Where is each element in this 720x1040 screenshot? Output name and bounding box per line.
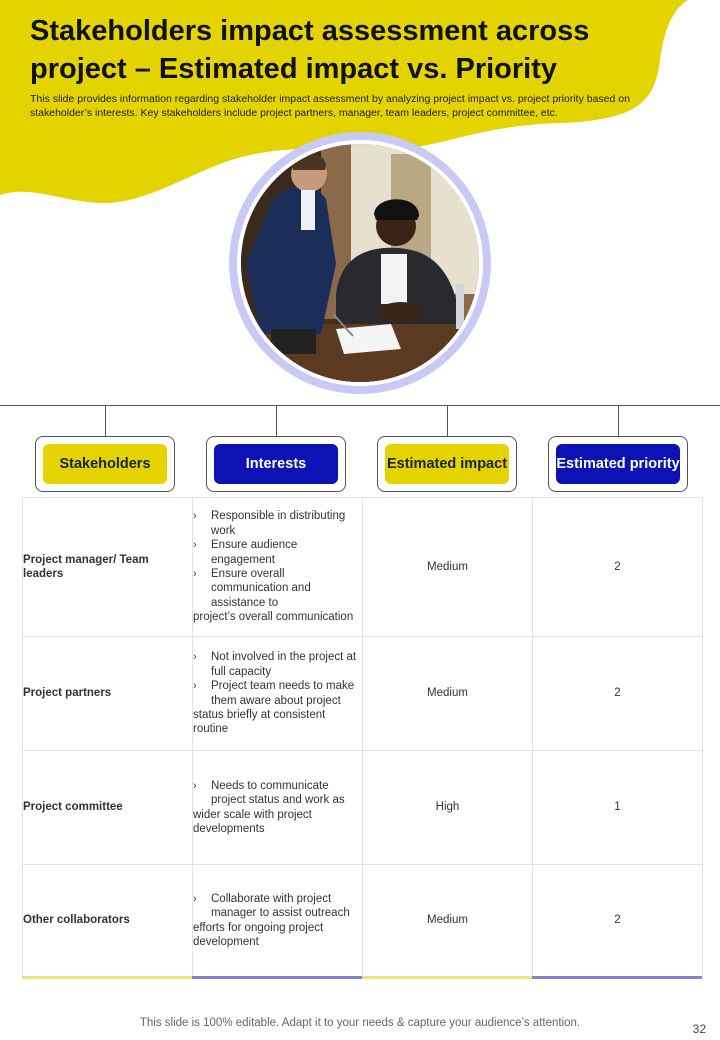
interests-cell: › Needs to communicate project status and work as wider scale with project developments bbox=[193, 751, 363, 865]
chevron-right-icon: › bbox=[193, 680, 197, 693]
impact-value: Medium bbox=[363, 637, 533, 751]
table-bottom-accent bbox=[22, 976, 702, 979]
column-header-estimated-impact: Estimated impact bbox=[377, 436, 517, 492]
connector-line bbox=[0, 405, 720, 406]
chevron-right-icon: › bbox=[193, 651, 197, 664]
chevron-right-icon: › bbox=[193, 779, 197, 792]
priority-value: 1 bbox=[533, 751, 703, 865]
table-row bbox=[23, 637, 703, 751]
impact-value: Medium bbox=[363, 498, 533, 637]
column-header-interests: Interests bbox=[206, 436, 346, 492]
photo-frame bbox=[229, 132, 491, 394]
chevron-right-icon: › bbox=[193, 892, 197, 905]
chevron-right-icon: › bbox=[193, 568, 197, 580]
priority-value: 2 bbox=[533, 637, 703, 751]
chevron-right-icon: › bbox=[193, 539, 197, 552]
priority-value: 2 bbox=[533, 498, 703, 637]
page-number: 32 bbox=[692, 1022, 706, 1036]
business-meeting-photo bbox=[241, 144, 479, 382]
chevron-right-icon: › bbox=[193, 510, 197, 523]
footer-note: This slide is 100% editable. Adapt it to your needs & capture your audience’s attention. bbox=[139, 1017, 581, 1029]
stakeholder-name: Project committee bbox=[23, 751, 193, 865]
stakeholder-name: Other collaborators bbox=[23, 865, 193, 977]
interests-cell: › Responsible in distributing work › Ensure audience engagement › Ensure overall communication and assistance to project’s overall communication bbox=[193, 498, 363, 637]
column-header-estimated-priority: Estimated priority bbox=[548, 436, 688, 492]
interests-cell: › Collaborate with project manager to assist outreach efforts for ongoing project development bbox=[193, 865, 363, 977]
table-row bbox=[23, 751, 703, 865]
page-description: This slide provides information regarding stakeholder impact assessment by analyzing project impact vs. project priority based on stakeholder’s interests. Key stakeholders include project partners, manager, team leaders, project committee, etc. bbox=[30, 93, 630, 119]
table-row bbox=[23, 865, 703, 977]
table-row bbox=[23, 498, 703, 637]
stakeholder-table bbox=[22, 497, 703, 977]
stakeholder-name: Project manager/ Team leaders bbox=[23, 498, 193, 637]
impact-value: High bbox=[363, 751, 533, 865]
page-title: Stakeholders impact assessment across project – Estimated impact vs. Priority bbox=[30, 15, 590, 85]
priority-value: 2 bbox=[533, 865, 703, 977]
impact-value: Medium bbox=[363, 865, 533, 977]
interests-cell: › Not involved in the project at full capacity › Project team needs to make them aware about project status briefly at consistent routine bbox=[193, 637, 363, 751]
column-header-stakeholders: Stakeholders bbox=[35, 436, 175, 492]
stakeholder-name: Project partners bbox=[23, 637, 193, 751]
